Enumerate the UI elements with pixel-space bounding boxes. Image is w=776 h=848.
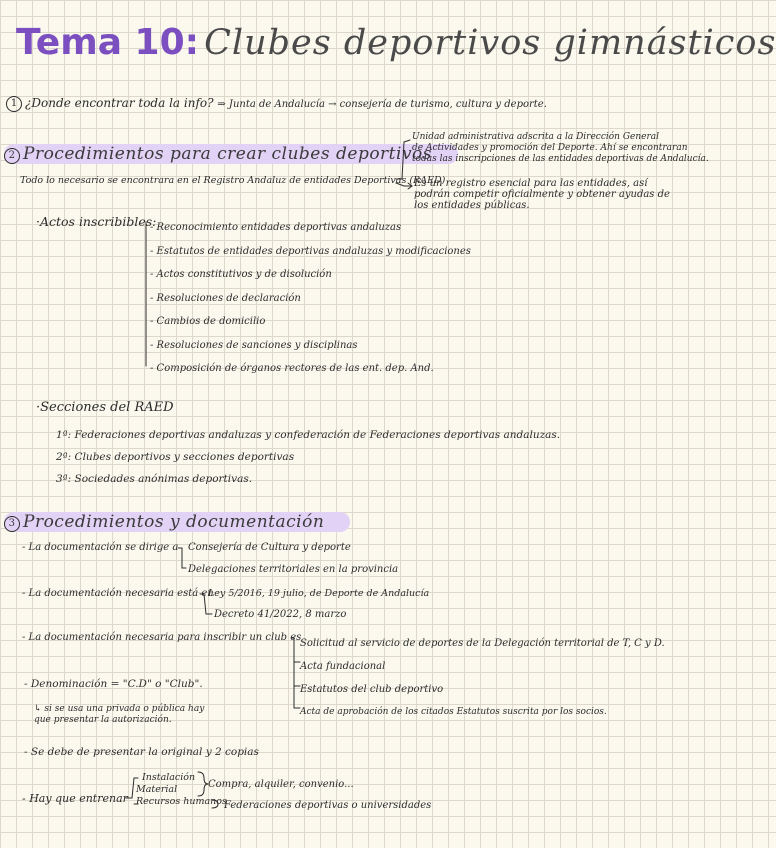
note-2-line: podrán competir oficialmente y obtener ayudas de xyxy=(414,189,670,200)
necesaria-target-b: Decreto 41/2022, 8 marzo xyxy=(214,609,347,620)
entrenar-item: Recursos humanos xyxy=(136,796,227,807)
acto-item: - Resoluciones de declaración xyxy=(150,292,301,304)
section-1-question: ¿Donde encontrar toda la info? xyxy=(25,96,214,110)
section-3-number: 3 xyxy=(4,516,20,532)
inscribir-line: - La documentación necesaria para inscribir un club es xyxy=(22,632,302,643)
dirige-line: - La documentación se dirige a xyxy=(22,542,179,553)
denominacion-line: - Denominación = "C.D" o "Club". xyxy=(24,678,203,690)
denominacion-note-line: que presentar la autorización. xyxy=(34,715,172,725)
inscribir-branch xyxy=(292,638,300,708)
necesaria-line: - La documentación necesaria está en xyxy=(22,588,214,599)
necesaria-branch xyxy=(200,594,212,614)
acto-item: - Cambios de domicilio xyxy=(150,316,266,327)
dirige-target-b: Delegaciones territoriales en la provincia xyxy=(188,564,399,575)
brace-2 xyxy=(212,800,218,808)
note-1-line: Unidad administrativa adscrita a la Dirección General xyxy=(412,132,660,142)
entrenar-target-b: Federaciones deportivas o universidades xyxy=(224,800,432,811)
actos-label: ·Actos inscribibles: xyxy=(36,214,157,229)
denominacion-note-line: ↳ si se usa una privada o pública hay xyxy=(34,704,205,714)
acto-item: - Estatutos de entidades deportivas andaluzas y modificaciones xyxy=(150,245,471,257)
inscribir-item: Acta de aprobación de los citados Estatutos suscrita por los socios. xyxy=(300,707,607,717)
section-2-title: Procedimientos para crear clubes deportivos xyxy=(23,144,433,164)
section-2-intro: Todo lo necesario se encontrara en el Registro Andaluz de entidades Deportivas (RAED) xyxy=(20,175,446,186)
secciones-label: ·Secciones del RAED xyxy=(36,400,174,415)
entrenar-item: Instalación xyxy=(142,772,196,783)
section-1-answer: ⇒ Junta de Andalucía → consejería de turismo, cultura y deporte. xyxy=(217,99,547,110)
section-2-number: 2 xyxy=(4,148,20,164)
seccion-item: 2ª: Clubes deportivos y secciones deportivas xyxy=(56,451,295,463)
entrenar-target-a: Compra, alquiler, convenio... xyxy=(208,779,354,790)
entrenar-line: - Hay que entrenar xyxy=(22,792,128,805)
seccion-item: 3ª: Sociedades anónimas deportivas. xyxy=(56,473,253,485)
section-1-number: 1 xyxy=(6,96,22,112)
inscribir-item: Acta fundacional xyxy=(300,661,386,672)
acto-item: - Resoluciones de sanciones y disciplinas xyxy=(150,339,358,351)
acto-item: - Composición de órganos rectores de las ent. dep. And. xyxy=(150,363,434,374)
section-3-title: Procedimientos y documentación xyxy=(23,512,325,532)
title-number: Tema 10: xyxy=(16,22,200,63)
copias-line: - Se debe de presentar la original y 2 copias xyxy=(24,746,259,758)
title-text: Clubes deportivos gimnásticos xyxy=(204,23,776,63)
note-1-line: de Actividades y promoción del Deporte. Ahí se encontraran xyxy=(412,143,688,153)
brace-1 xyxy=(198,772,208,796)
acto-item: - Actos constitutivos y de disolución xyxy=(150,269,332,280)
entrenar-branch xyxy=(126,778,138,798)
inscribir-item: Solicitud al servicio de deportes de la Delegación territorial de T, C y D. xyxy=(300,638,665,649)
acto-item: - Reconocimiento entidades deportivas andaluzas xyxy=(150,222,402,233)
note-1-line: todas las inscripciones de las entidades deportivas de Andalucía. xyxy=(412,154,709,164)
seccion-item: 1ª: Federaciones deportivas andaluzas y confederación de Federaciones deportivas andaluzas. xyxy=(56,429,561,441)
inscribir-item: Estatutos del club deportivo xyxy=(300,684,444,695)
note-2-line: los entidades públicas. xyxy=(414,200,530,211)
entrenar-item: Material xyxy=(136,784,178,795)
necesaria-target-a: Ley 5/2016, 19 julio, de Deporte de Andalucía xyxy=(208,588,430,599)
note-2-line: Es un registro esencial para las entidades, así xyxy=(414,178,648,189)
dirige-branch xyxy=(178,548,186,568)
raed-bracket xyxy=(396,140,410,179)
dirige-target-a: Consejería de Cultura y deporte xyxy=(188,542,351,553)
